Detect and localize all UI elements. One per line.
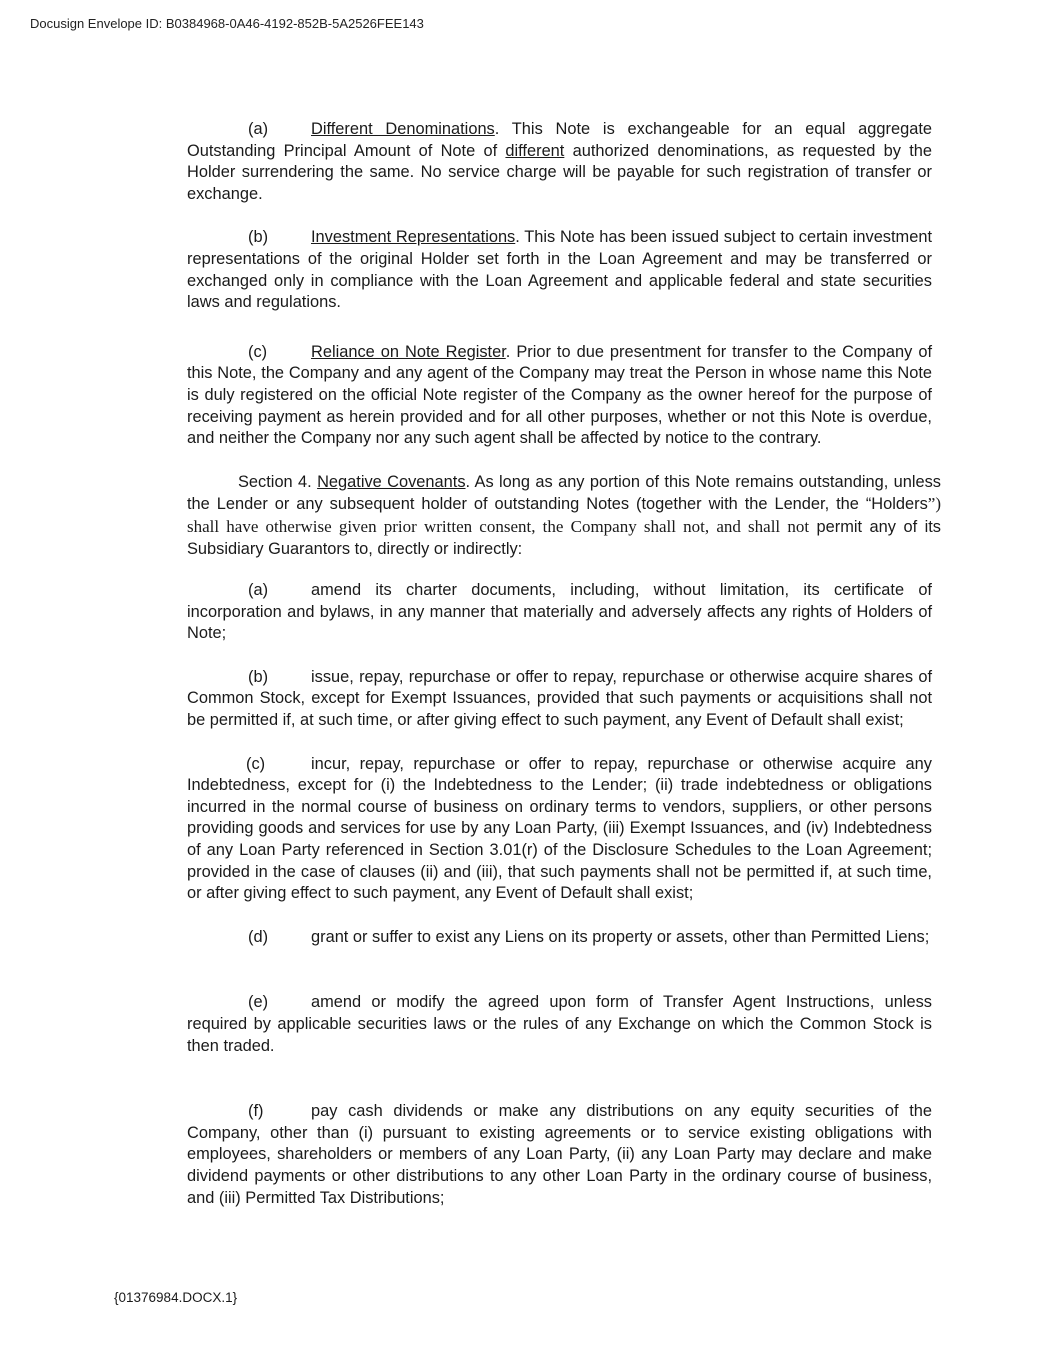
section-4-negative-covenants	[187, 472, 941, 560]
covenant-text: amend or modify the agreed upon form of Transfer Agent Instructions, unless required by applicable securities laws or the rules of any Exchange on which the Common Stock is then traded.	[187, 993, 932, 1055]
covenant-label: (d)	[248, 927, 269, 946]
section-heading: Negative Covenants	[317, 472, 466, 491]
paragraph-text: . This Note is exchangeable for an equal aggregate Outstanding Principal Amount of Note of	[187, 120, 932, 160]
paragraph-text: . Prior to due presentment for transfer to the Company of this Note, the Company and any agent of the Company may treat the Person in whose name this Note is duly registered on the official Note register of the Company as the owner hereof for the purpose of receiving payment as herein provided and for all other purposes, whether or not this Note is overdue, and neither the Company nor any such agent shall be affected by notice to the contrary.	[187, 342, 933, 448]
paragraph-heading: Different Denominations	[311, 120, 495, 138]
section-text-serif: ”) shall have otherwise given prior written consent, the Company shall not, and shall not	[187, 494, 941, 536]
paragraph-label: (a)	[248, 120, 269, 138]
paragraph-different-denominations	[187, 119, 932, 205]
covenant-item	[187, 927, 932, 949]
section-text: permit any of its Subsidiary Guarantors to, directly or indirectly:	[187, 517, 941, 558]
paragraph-investment-representations	[187, 227, 932, 313]
covenant-item	[187, 754, 932, 905]
paragraph-text: authorized denominations, as requested by the Holder surrendering the same. No service charge will be payable for such registration of transfer or exchange.	[187, 141, 932, 203]
covenant-item	[187, 667, 932, 732]
covenant-text: incur, repay, repurchase or offer to repay, repurchase or otherwise acquire any Indebtedness, except for (i) the Indebtedness to the Lender; (ii) trade indebtedness or obligations incurred in the normal course of business on ordinary terms to vendors, suppliers, or other persons providing goods and services for use by any Loan Party, (iii) Exempt Issuances, and (iv) Indebtedness of any Loan Party referenced in Section 3.01(r) of the Disclosure Schedules to the Loan Agreement; provided in the case of clauses (ii) and (iii), that such payments shall not be permitted if, at such time, or after giving effect to such payment, any Event of Default shall exist;	[187, 754, 932, 903]
document-body	[187, 119, 941, 1209]
paragraph-emphasis: different	[505, 141, 565, 160]
covenant-label: (f)	[248, 1102, 264, 1121]
paragraph-label: (c)	[248, 342, 268, 361]
document-footer-id: {01376984.DOCX.1}	[114, 1290, 238, 1305]
covenant-item	[187, 1101, 932, 1209]
paragraph-label: (b)	[248, 228, 269, 247]
section-text: . As long as any portion of this Note remains outstanding, unless the Lender or any subsequent holder of outstanding Notes (together with the Lender, the “Holders	[187, 472, 941, 514]
paragraph-reliance-on-note-register	[187, 342, 932, 450]
covenant-text: amend its charter documents, including, without limitation, its certificate of incorporation and bylaws, in any manner that materially and adversely affects any rights of Holders of Note;	[187, 581, 932, 643]
covenant-item	[187, 992, 932, 1057]
covenant-text: pay cash dividends or make any distributions on any equity securities of the Company, other than (i) pursuant to existing agreements or to service existing obligations with employees, shareholders or members of any Loan Party, (ii) any Loan Party may declare and make dividend payments or other distributions to any other Loan Party in the ordinary course of business, and (iii) Permitted Tax Distributions;	[187, 1102, 932, 1207]
paragraph-text: . This Note has been issued subject to certain investment representations of the original Holder set forth in the Loan Agreement and may be transferred or exchanged only in compliance with the Loan Agreement and applicable federal and state securities laws and regulations.	[187, 228, 932, 312]
covenant-label: (b)	[248, 667, 269, 686]
covenant-item	[187, 580, 932, 645]
paragraph-heading: Reliance on Note Register	[311, 342, 506, 361]
section-prefix: Section 4.	[238, 472, 318, 491]
covenant-label: (a)	[248, 581, 269, 600]
covenant-label: (c)	[246, 754, 266, 773]
covenant-text: issue, repay, repurchase or offer to repay, repurchase or otherwise acquire shares of Common Stock, except for Exempt Issuances, provided that such payments or acquisitions shall not be permitted if, at such time, or after giving effect to such payment, any Event of Default shall exist;	[187, 667, 932, 730]
covenant-label: (e)	[248, 993, 269, 1012]
paragraph-heading: Investment Representations	[311, 228, 516, 247]
covenant-text: grant or suffer to exist any Liens on its property or assets, other than Permitted Liens;	[311, 927, 930, 946]
envelope-id: Docusign Envelope ID: B0384968-0A46-4192-852B-5A2526FEE143	[30, 16, 424, 31]
